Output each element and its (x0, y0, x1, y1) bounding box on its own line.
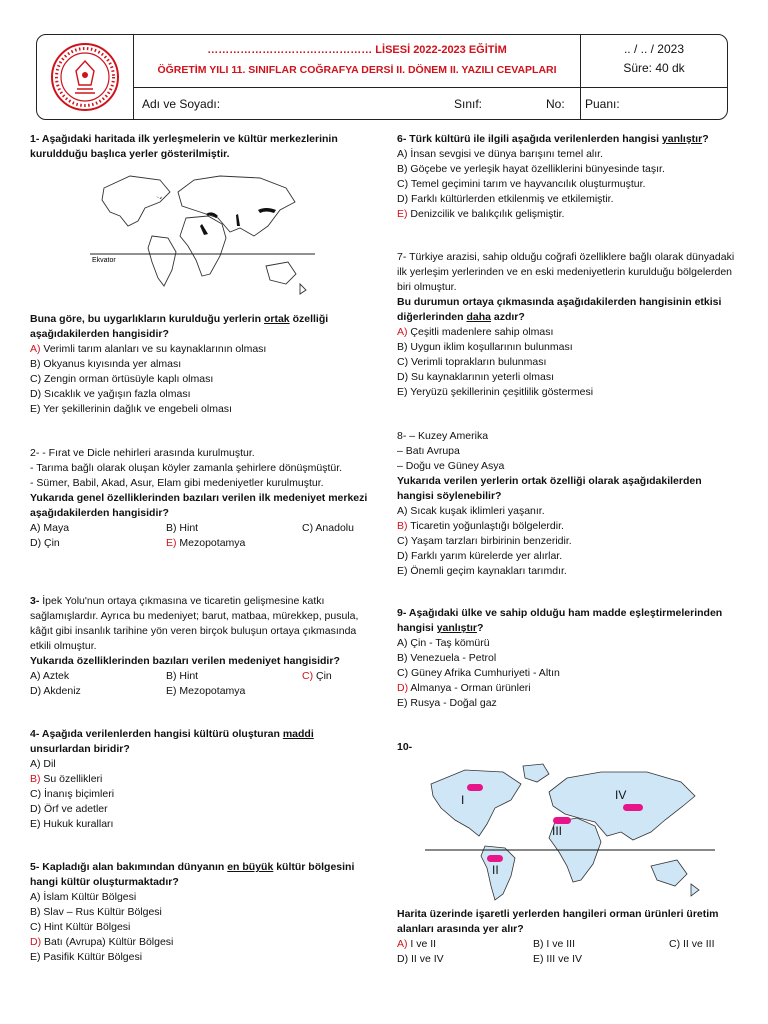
option-letter: A) (30, 670, 41, 682)
question-10-options (397, 937, 737, 967)
option-letter: D) (397, 682, 409, 694)
answer-option (397, 355, 737, 370)
question-10 (397, 907, 737, 967)
question-3-text: 3- İpek Yolu'nun ortaya çıkmasına ve ticaretin gelişmesine katkı sağlamışlardır. Ayrıca bu medeniyet; barut, matbaa, mürekkep, pusula, kâğıt gibi insanlık tarihine yön veren birçok buluşun ortaya çıkmasında etkili olmuştur. (30, 595, 359, 652)
question-6-stem: 6- Türk kültürü ile ilgili aşağıda verilenlerden hangisi yanlıştır? (397, 133, 709, 145)
option-text: Çin - Taş kömürü (407, 637, 490, 649)
question-8-line: – Doğu ve Güney Asya (397, 460, 505, 472)
world-map-old-civilizations (90, 166, 315, 316)
option-text: Pasifik Kültür Bölgesi (40, 951, 143, 963)
option-text: Verimli toprakların bulunması (408, 356, 547, 368)
question-7-text: 7- Türkiye arazisi, sahip olduğu coğrafi özelliklere bağlı olarak dünyadaki ilk yerleşim yerlerinden ve en eski medeniyetlerin kurulduğu bölgelerden biri olmuştur. (397, 251, 735, 293)
option-letter: B) (30, 358, 41, 370)
option-text: Hint (176, 522, 199, 534)
question-1-text: 1- Aşağıdaki haritada ilk yerleşmelerin ve kültür merkezlerinin kuruldduğu başlıca yerler gösterilmiştir. (30, 133, 338, 160)
school-logo (37, 35, 134, 119)
option-text: Mezopotamya (176, 685, 246, 697)
option-letter: A) (30, 758, 41, 770)
title-line-2: ÖĞRETİM YILI 11. SINIFLAR COĞRAFYA DERSİ II. DÖNEM II. YAZILI CEVAPLARI (157, 64, 557, 76)
option-text: Aztek (40, 670, 70, 682)
date-duration-box (581, 35, 727, 88)
option-text: Denizcilik ve balıkçılık gelişmiştir. (407, 208, 565, 220)
option-text: Hint (176, 670, 199, 682)
option-letter: C) (30, 373, 42, 385)
option-text: İnsan sevgisi ve dünya barışını temel alır. (407, 148, 604, 160)
option-letter: B) (30, 906, 41, 918)
question-3 (30, 594, 370, 699)
answer-option (166, 536, 245, 551)
option-letter: A) (397, 505, 408, 517)
option-letter: C) (669, 938, 681, 950)
option-letter: D) (397, 371, 409, 383)
option-text: Örf ve adetler (41, 803, 108, 815)
option-letter: A) (30, 522, 41, 534)
name-label: Adı ve Soyadı: (142, 97, 221, 111)
header-divider (580, 88, 581, 119)
option-letter: D) (397, 953, 409, 965)
option-letter: D) (30, 803, 42, 815)
option-text: Ticaretin yoğunlaştığı bölgelerdir. (407, 520, 564, 532)
answer-option (30, 920, 370, 935)
question-1-stem-block (30, 312, 370, 417)
option-text: Çin (313, 670, 332, 682)
option-letter: E) (166, 537, 177, 549)
option-letter: B) (397, 163, 408, 175)
number-label: No: (546, 97, 565, 111)
option-text: Çin (41, 537, 60, 549)
option-text: Zengin orman örtüsüyle kaplı olması (41, 373, 214, 385)
option-text: I ve III (543, 938, 576, 950)
answer-option (397, 162, 737, 177)
question-2-line: - Sümer, Babil, Akad, Asur, Elam gibi medeniyetler kurulmuştur. (30, 477, 324, 489)
answer-option (30, 802, 370, 817)
option-text: Farklı kültürlerden etkilenmiş ve etkilemiştir. (408, 193, 614, 205)
option-text: Önemli geçim kaynakları tarımdır. (407, 565, 567, 577)
option-letter: E) (166, 685, 177, 697)
option-text: Mezopotamya (176, 537, 246, 549)
option-text: Hint Kültür Bölgesi (41, 921, 131, 933)
answer-option (397, 636, 737, 651)
option-letter: C) (302, 522, 314, 534)
question-8-line: – Batı Avrupa (397, 445, 460, 457)
question-2-options (30, 521, 370, 551)
answer-option (669, 937, 715, 952)
option-letter: A) (30, 891, 41, 903)
marker-label-III: III (552, 824, 563, 838)
option-letter: B) (30, 773, 41, 785)
answer-option (166, 684, 245, 699)
answer-option (30, 787, 370, 802)
option-text: Verimli tarım alanları ve su kaynaklarının olması (40, 343, 267, 355)
question-4-options (30, 757, 370, 832)
answer-option (397, 681, 737, 696)
answer-option (30, 387, 370, 402)
option-letter: C) (30, 921, 42, 933)
option-letter: E) (397, 565, 408, 577)
answer-option (30, 905, 370, 920)
answer-option (30, 890, 370, 905)
option-text: Yer şekillerinin dağlık ve engebeli olması (40, 403, 232, 415)
answer-option (397, 952, 444, 967)
option-letter: D) (30, 936, 42, 948)
question-7-options (397, 325, 737, 400)
title-line-1: ……………………………………… LİSESİ 2022-2023 EĞİTİM (207, 44, 507, 56)
option-letter: E) (533, 953, 544, 965)
option-text: Maya (40, 522, 70, 534)
class-label: Sınıf: (454, 97, 483, 111)
question-8-line: 8- – Kuzey Amerika (397, 430, 489, 442)
option-letter: D) (30, 388, 42, 400)
answer-option (533, 937, 575, 952)
option-letter: C) (397, 667, 409, 679)
answer-option (397, 370, 737, 385)
question-4 (30, 727, 370, 832)
exam-date: .. / .. / 2023 (623, 42, 685, 56)
answer-option (533, 952, 582, 967)
answer-option (30, 521, 69, 536)
answer-option (397, 549, 737, 564)
equator-label: Ekvator (92, 257, 116, 264)
option-letter: E) (30, 951, 41, 963)
option-letter: E) (397, 697, 408, 709)
option-text: Göçebe ve yerleşik hayat özelliklerini bünyesinde taşır. (407, 163, 665, 175)
question-2 (30, 446, 370, 551)
option-text: İnanış biçimleri (41, 788, 115, 800)
option-text: Batı (Avrupa) Kültür Bölgesi (41, 936, 174, 948)
option-text: III ve IV (543, 953, 583, 965)
question-2-line: - Tarıma bağlı olarak oluşan köyler zamanla şehirlere dönüşmüştür. (30, 462, 343, 474)
answer-option (30, 757, 370, 772)
answer-option (30, 357, 370, 372)
option-text: Su kaynaklarının yeterli olması (408, 371, 554, 383)
answer-option (30, 772, 370, 787)
question-6-options (397, 147, 737, 222)
question-8-options (397, 504, 737, 579)
option-text: Venezuela - Petrol (407, 652, 497, 664)
ministry-seal-icon (37, 35, 133, 119)
option-letter: B) (166, 522, 177, 534)
option-letter: C) (397, 178, 409, 190)
marker-label-II: II (492, 863, 499, 877)
question-1 (30, 132, 370, 162)
score-label: Puanı: (585, 97, 620, 111)
question-9-options (397, 636, 737, 711)
question-9-stem: 9- Aşağıdaki ülke ve sahip olduğu ham madde eşleştirmelerinden hangisi yanlıştır? (397, 607, 723, 634)
option-letter: D) (30, 685, 42, 697)
marker-label-IV: IV (615, 788, 627, 802)
answer-option (397, 385, 737, 400)
option-text: II ve IV (408, 953, 444, 965)
option-text: İslam Kültür Bölgesi (40, 891, 137, 903)
answer-option (397, 325, 737, 340)
option-letter: A) (397, 148, 408, 160)
option-letter: C) (30, 788, 42, 800)
option-text: Güney Afrika Cumhuriyeti - Altın (408, 667, 560, 679)
option-text: Rusya - Doğal gaz (407, 697, 497, 709)
answer-option (302, 669, 332, 684)
option-letter: B) (397, 652, 408, 664)
option-letter: E) (30, 403, 41, 415)
answer-option (397, 651, 737, 666)
answer-option (397, 147, 737, 162)
question-5-stem: 5- Kapladığı alan bakımından dünyanın en büyük kültür bölgesini hangi kültür oluşturmaktadır? (30, 861, 355, 888)
question-2-stem: Yukarıda genel özelliklerinden bazıları verilen ilk medeniyet merkezi aşağıdakilerden hangisidir? (30, 492, 368, 519)
answer-option (30, 536, 60, 551)
option-letter: D) (397, 550, 409, 562)
answer-option (397, 564, 737, 579)
answer-option (30, 950, 370, 965)
option-letter: C) (397, 356, 409, 368)
option-letter: B) (533, 938, 544, 950)
answer-option (30, 342, 370, 357)
answer-option (30, 402, 370, 417)
answer-option (397, 192, 737, 207)
option-text: Farklı yarım kürelerde yer alırlar. (408, 550, 563, 562)
question-1-options (30, 342, 370, 417)
answer-option (166, 521, 198, 536)
option-text: Çeşitli madenlere sahip olması (407, 326, 554, 338)
question-3-stem: Yukarıda özelliklerinden bazıları verilen medeniyet hangisidir? (30, 655, 340, 667)
option-text: Sıcak kuşak iklimleri yaşanır. (407, 505, 545, 517)
answer-option (30, 817, 370, 832)
option-text: Akdeniz (41, 685, 81, 697)
option-text: Temel geçimini tarım ve hayvancılık oluşturmuştur. (408, 178, 646, 190)
answer-option (397, 519, 737, 534)
option-text: Yaşam tarzları birbirinin benzeridir. (408, 535, 572, 547)
option-text: Yeryüzü şekillerinin çeşitlilik göstermesi (407, 386, 594, 398)
question-10-number: 10- (397, 741, 413, 753)
option-letter: B) (397, 520, 408, 532)
question-8-stem: Yukarıda verilen yerlerin ortak özelliği olarak aşağıdakilerden hangisi söylenebilir? (397, 475, 702, 502)
world-map-marked-regions (425, 762, 715, 907)
question-5 (30, 860, 370, 965)
option-text: Slav – Rus Kültür Bölgesi (40, 906, 162, 918)
question-2-line: 2- - Fırat ve Dicle nehirleri arasında kurulmuştur. (30, 447, 255, 459)
option-letter: E) (397, 208, 408, 220)
answer-option (30, 669, 69, 684)
answer-option (397, 340, 737, 355)
marker-label-I: I (461, 793, 465, 807)
option-text: II ve III (680, 938, 715, 950)
option-text: Su özellikleri (40, 773, 103, 785)
option-letter: D) (30, 537, 42, 549)
option-text: Okyanus kıyısında yer alması (40, 358, 182, 370)
option-letter: A) (397, 938, 408, 950)
option-letter: E) (397, 386, 408, 398)
option-text: Dil (40, 758, 56, 770)
option-text: Sıcaklık ve yağışın fazla olması (41, 388, 191, 400)
option-text: Uygun iklim koşullarının bulunması (407, 341, 573, 353)
answer-option (166, 669, 198, 684)
question-9 (397, 606, 737, 711)
question-4-stem: 4- Aşağıda verilenlerden hangisi kültürü oluşturan maddi unsurlardan biridir? (30, 728, 314, 755)
answer-option (302, 521, 354, 536)
option-letter: D) (397, 193, 409, 205)
option-letter: B) (397, 341, 408, 353)
answer-option (397, 504, 737, 519)
option-letter: A) (30, 343, 41, 355)
answer-option (397, 666, 737, 681)
exam-duration: Süre: 40 dk (623, 61, 685, 75)
answer-option (397, 696, 737, 711)
option-text: Almanya - Orman ürünleri (408, 682, 531, 694)
option-letter: C) (397, 535, 409, 547)
question-5-options (30, 890, 370, 965)
student-info-row (134, 88, 727, 119)
answer-option (30, 935, 370, 950)
question-1-stem: Buna göre, bu uygarlıkların kurulduğu yerlerin ortak özelliği aşağıdakilerden hangisidir? (30, 313, 329, 340)
question-7-stem: Bu durumun ortaya çıkmasında aşağıdakilerden hangisinin etkisi diğerlerinden daha azdır? (397, 296, 722, 323)
question-6 (397, 132, 737, 222)
answer-option (30, 372, 370, 387)
answer-option (30, 684, 81, 699)
answer-option (397, 207, 737, 222)
question-7 (397, 250, 737, 400)
option-letter: E) (30, 818, 41, 830)
exam-header (36, 34, 728, 120)
option-text: Hukuk kuralları (40, 818, 114, 830)
option-letter: A) (397, 637, 408, 649)
option-text: I ve II (407, 938, 437, 950)
question-8 (397, 429, 737, 579)
question-3-options (30, 669, 370, 699)
exam-title (134, 35, 581, 88)
option-text: Anadolu (313, 522, 354, 534)
answer-option (397, 177, 737, 192)
option-letter: A) (397, 326, 408, 338)
question-10-stem: Harita üzerinde işaretli yerlerden hangileri orman ürünleri üretim alanları arasında yer alır? (397, 908, 719, 935)
option-letter: B) (166, 670, 177, 682)
answer-option (397, 534, 737, 549)
answer-option (397, 937, 436, 952)
option-letter: C) (302, 670, 314, 682)
